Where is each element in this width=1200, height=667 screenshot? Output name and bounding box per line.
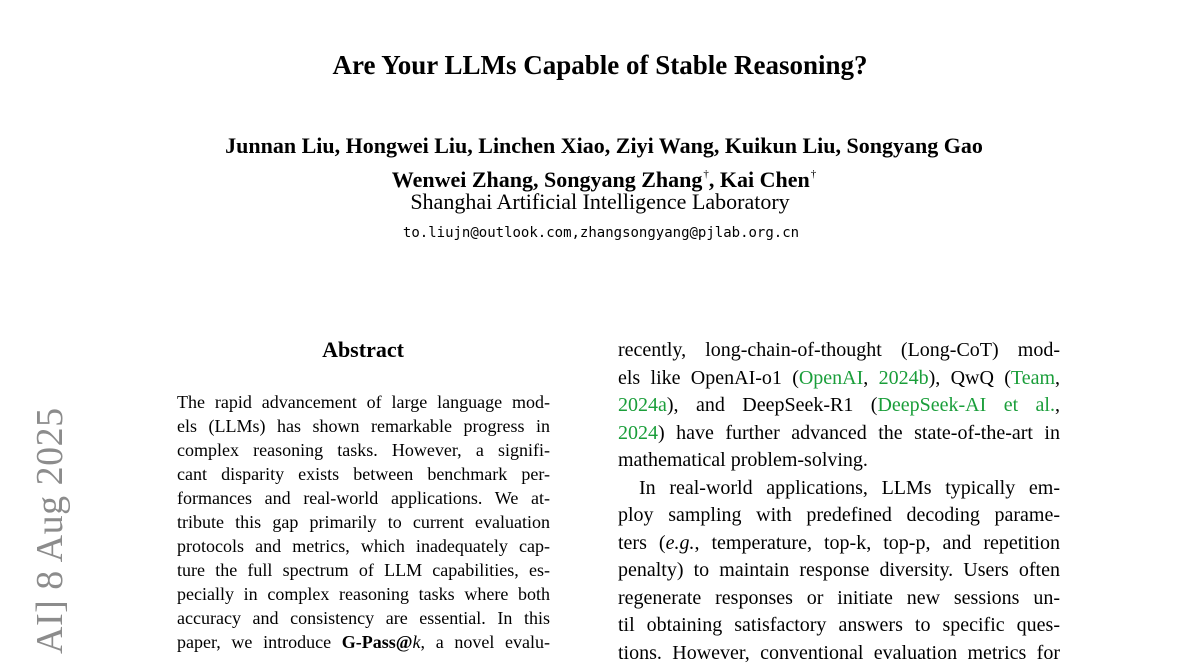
intro-text: ters (	[618, 532, 666, 554]
abstract-line: els (LLMs) has shown remarkable progress in	[177, 414, 550, 438]
intro-line: tions. However, conventional evaluation metrics for	[618, 640, 1060, 667]
abstract-text: , a novel evalu-	[421, 632, 551, 652]
citation-link-openai-year[interactable]: 2024b	[879, 367, 929, 389]
abstract-body	[177, 390, 550, 654]
abstract-line: tribute this gap primarily to current evaluation	[177, 510, 550, 534]
metric-name: G-Pass@	[342, 632, 413, 652]
abstract-line: pecially in complex reasoning tasks where both	[177, 582, 550, 606]
abstract-line: formances and real-world applications. We at-	[177, 486, 550, 510]
abstract-line: complex reasoning tasks. However, a signifi-	[177, 438, 550, 462]
paper-title: Are Your LLMs Capable of Stable Reasoning?	[0, 48, 1200, 82]
intro-abbrev: e.g.	[666, 532, 695, 554]
intro-text: els like OpenAI-o1 (	[618, 367, 799, 389]
intro-line: mathematical problem-solving.	[618, 447, 1060, 475]
intro-text: ,	[863, 367, 878, 389]
metric-variable: k	[413, 632, 421, 652]
author-line-2-part-a: Wenwei Zhang, Songyang Zhang	[392, 167, 703, 192]
arxiv-stamp: AI] 8 Aug 2025	[28, 394, 72, 654]
abstract-line: protocols and metrics, which inadequately cap-	[177, 534, 550, 558]
intro-line: regenerate responses or initiate new sessions un-	[618, 585, 1060, 613]
author-list	[0, 132, 1200, 194]
intro-column	[618, 337, 1060, 667]
intro-line	[618, 420, 1060, 448]
intro-text: ,	[1055, 394, 1060, 416]
intro-line: In real-world applications, LLMs typically em-	[618, 475, 1060, 503]
abstract-text: paper, we introduce	[177, 632, 342, 652]
abstract-line: cant disparity exists between benchmark per-	[177, 462, 550, 486]
intro-line: ploy sampling with predefined decoding parame-	[618, 502, 1060, 530]
intro-line: recently, long-chain-of-thought (Long-CoT) mod-	[618, 337, 1060, 365]
abstract-line: The rapid advancement of large language mod-	[177, 390, 550, 414]
intro-line: penalty) to maintain response diversity. Users often	[618, 557, 1060, 585]
intro-line	[618, 530, 1060, 558]
citation-link-openai[interactable]: OpenAI	[799, 367, 863, 389]
affiliation: Shanghai Artificial Intelligence Laboratory	[0, 188, 1200, 216]
intro-line	[618, 392, 1060, 420]
intro-line	[618, 365, 1060, 393]
dagger-mark: †	[703, 168, 709, 180]
intro-text: ), QwQ (	[929, 367, 1011, 389]
intro-line: til obtaining satisfactory answers to specific ques-	[618, 612, 1060, 640]
author-line-2-part-b: , Kai Chen	[709, 167, 810, 192]
author-line-1: Junnan Liu, Hongwei Liu, Linchen Xiao, Ziyi Wang, Kuikun Liu, Songyang Gao	[0, 132, 1200, 160]
citation-link-team[interactable]: Team	[1011, 367, 1055, 389]
abstract-heading: Abstract	[177, 336, 549, 364]
intro-text: ,	[1055, 367, 1060, 389]
intro-text: , temperature, top-k, top-p, and repetition	[694, 532, 1060, 554]
citation-link-deepseek[interactable]: DeepSeek-AI et al.	[877, 394, 1055, 416]
intro-text: ), and DeepSeek-R1 (	[667, 394, 878, 416]
abstract-line-last	[177, 630, 550, 654]
abstract-line: ture the full spectrum of LLM capabilities, es-	[177, 558, 550, 582]
citation-link-team-year[interactable]: 2024a	[618, 394, 667, 416]
dagger-mark: †	[811, 168, 817, 180]
contact-email: to.liujn@outlook.com,zhangsongyang@pjlab.org.cn	[0, 224, 1200, 242]
abstract-line: accuracy and consistency are essential. In this	[177, 606, 550, 630]
citation-link-deepseek-year[interactable]: 2024	[618, 422, 658, 444]
intro-text: ) have further advanced the state-of-the-art in	[658, 422, 1060, 444]
